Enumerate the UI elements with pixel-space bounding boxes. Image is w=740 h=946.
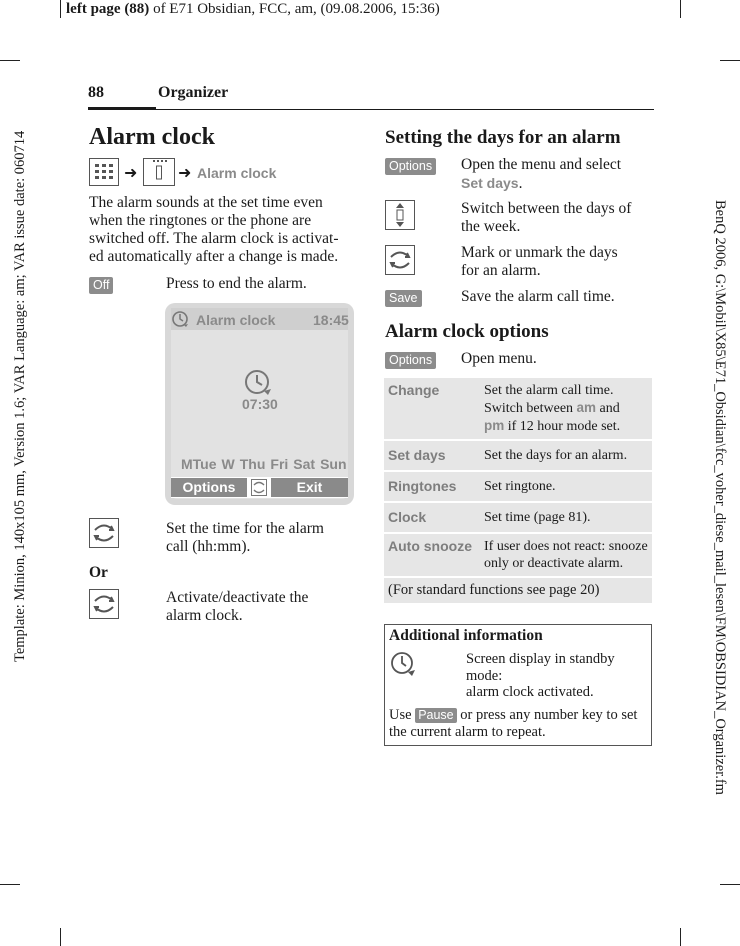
option-name: Auto snooze <box>384 534 480 576</box>
text-part: if 12 hour mode set. <box>504 419 621 434</box>
days-row-desc <box>461 244 618 280</box>
additional-info-title: Additional information <box>389 627 543 644</box>
crop-mark <box>0 884 20 885</box>
nav-key-icon <box>251 479 267 501</box>
desc-line: the current alarm to repeat. <box>389 724 546 740</box>
header-rule <box>88 109 654 110</box>
text-part: Switch between <box>484 401 577 416</box>
day-label: Sat <box>293 456 316 472</box>
desc-line: alarm clock activated. <box>466 684 594 700</box>
punct: . <box>518 175 523 192</box>
day-label: Sun <box>320 456 347 472</box>
repeat-note <box>389 707 651 741</box>
options-desc: Open menu. <box>461 350 537 367</box>
crop-mark <box>720 884 740 885</box>
options-table <box>384 376 652 605</box>
crop-mark <box>720 60 740 61</box>
day-label: W <box>221 456 235 472</box>
or-label: Or <box>89 564 108 581</box>
crop-mark <box>0 60 20 61</box>
options-footer: (For standard functions see page 20) <box>384 578 652 603</box>
days-row-desc <box>461 156 651 193</box>
days-row <box>181 456 347 474</box>
table-row <box>384 503 652 532</box>
desc-line: mode: <box>466 667 503 684</box>
additional-info-box <box>384 624 652 746</box>
day-label: Fri <box>270 456 289 472</box>
arrow-icon: ➜ <box>124 165 138 182</box>
option-desc: Set the days for an alarm. <box>480 441 652 470</box>
menu-path-label: Alarm clock <box>197 165 277 181</box>
alarm-clock-title: Alarm clock <box>89 124 215 150</box>
desc-line: call (hh:mm). <box>166 538 251 555</box>
up-down-key-icon <box>385 200 415 235</box>
option-desc: If user does not react: snooze only or deactivate alarm. <box>480 534 652 576</box>
toggle-desc <box>166 589 308 625</box>
phone-clock: 18:45 <box>313 312 349 328</box>
icon-desc <box>466 651 615 701</box>
desc-line: alarm clock. <box>166 607 243 624</box>
desc-line <box>484 417 648 435</box>
desc-line: Activate/deactivate the <box>166 589 309 606</box>
day-label: M <box>181 456 193 472</box>
table-row <box>384 534 652 576</box>
navigation-key-icon <box>89 589 119 624</box>
pm-label: pm <box>484 418 505 433</box>
off-key-desc: Press to end the alarm. <box>166 275 307 292</box>
desc-line: Set the alarm call time. <box>484 383 614 398</box>
page-number: 88 <box>88 84 104 101</box>
desc-line: Switch between the days of <box>461 200 632 217</box>
alarm-clock-icon <box>171 310 191 333</box>
table-row <box>384 378 652 439</box>
option-name: Change <box>384 378 480 439</box>
side-text-left: Template: Minion, 140x105 mm, Version 1.6; VAR Language: am; VAR issue date: 060714 <box>12 130 28 662</box>
print-header <box>66 1 440 18</box>
text-part: Use <box>389 707 416 723</box>
section-title: Organizer <box>158 84 229 101</box>
intro-line: when the ringtones or the phone are <box>89 212 312 229</box>
crop-mark <box>60 0 61 18</box>
days-row-desc <box>461 200 631 236</box>
side-text-right: BenQ 2006, G:\Mobil\X85\E71_Obsidian\fcc_voher_diese_mail_lesen\FM\OBSIDIAN_Organizer.fm <box>712 200 728 795</box>
set-time-desc <box>166 520 324 556</box>
navigation-key-icon <box>89 518 119 553</box>
options-key[interactable]: Options <box>385 352 436 369</box>
menu-selection: Set days <box>461 175 519 191</box>
desc-line: the week. <box>461 218 521 235</box>
save-key[interactable]: Save <box>385 290 422 307</box>
option-name: Ringtones <box>384 472 480 501</box>
options-key[interactable]: Options <box>385 158 436 175</box>
am-label: am <box>576 400 597 415</box>
intro-text <box>89 194 359 266</box>
softkey-options[interactable]: Options <box>171 478 247 497</box>
option-desc: Set time (page 81). <box>480 503 652 532</box>
table-row <box>384 441 652 470</box>
intro-line: The alarm sounds at the set time even <box>89 194 323 211</box>
intro-line: switched off. The alarm clock is activat- <box>89 230 339 247</box>
desc-line: Open the menu and select <box>461 156 622 173</box>
days-row-desc: Save the alarm call time. <box>461 288 615 305</box>
arrow-icon: ➜ <box>178 165 192 182</box>
option-desc: Set ringtone. <box>480 472 652 501</box>
print-header-rest: of E71 Obsidian, FCC, am, (09.08.2006, 15:36) <box>149 1 440 17</box>
options-key-row <box>385 351 436 369</box>
desc-line: Mark or unmark the days <box>461 244 618 261</box>
alarm-clock-icon <box>389 651 417 682</box>
options-section-title: Alarm clock options <box>385 321 549 342</box>
menu-grid-icon <box>89 158 119 191</box>
option-name: Clock <box>384 503 480 532</box>
crop-mark <box>680 0 681 18</box>
table-row <box>384 578 652 603</box>
text-part: or press any number key to set <box>456 707 638 723</box>
organizer-app-icon <box>143 158 175 191</box>
off-key[interactable]: Off <box>89 277 113 294</box>
option-name: Set days <box>384 441 480 470</box>
intro-line: ed automatically after a change is made. <box>89 248 339 265</box>
phone-title: Alarm clock <box>196 312 276 328</box>
softkey-exit[interactable]: Exit <box>271 478 348 497</box>
desc-line: Set the time for the alarm <box>166 520 324 537</box>
option-desc <box>480 378 652 439</box>
navigation-key-icon <box>385 245 415 280</box>
pause-key[interactable]: Pause <box>415 708 456 723</box>
desc-line <box>484 399 648 417</box>
desc-line: Screen display in standby <box>466 651 615 667</box>
off-key-row <box>89 276 113 294</box>
day-label: Thu <box>239 456 266 472</box>
desc-line: for an alarm. <box>461 262 541 279</box>
days-options-key <box>385 157 436 175</box>
text-part: and <box>596 401 620 416</box>
days-section-title: Setting the days for an alarm <box>385 127 621 148</box>
day-label: Tue <box>192 456 217 472</box>
print-header-bold: left page (88) <box>66 1 150 17</box>
table-row <box>384 472 652 501</box>
save-key-row <box>385 289 422 307</box>
crop-mark <box>680 928 681 946</box>
alarm-time: 07:30 <box>242 396 278 412</box>
crop-mark <box>60 928 61 946</box>
